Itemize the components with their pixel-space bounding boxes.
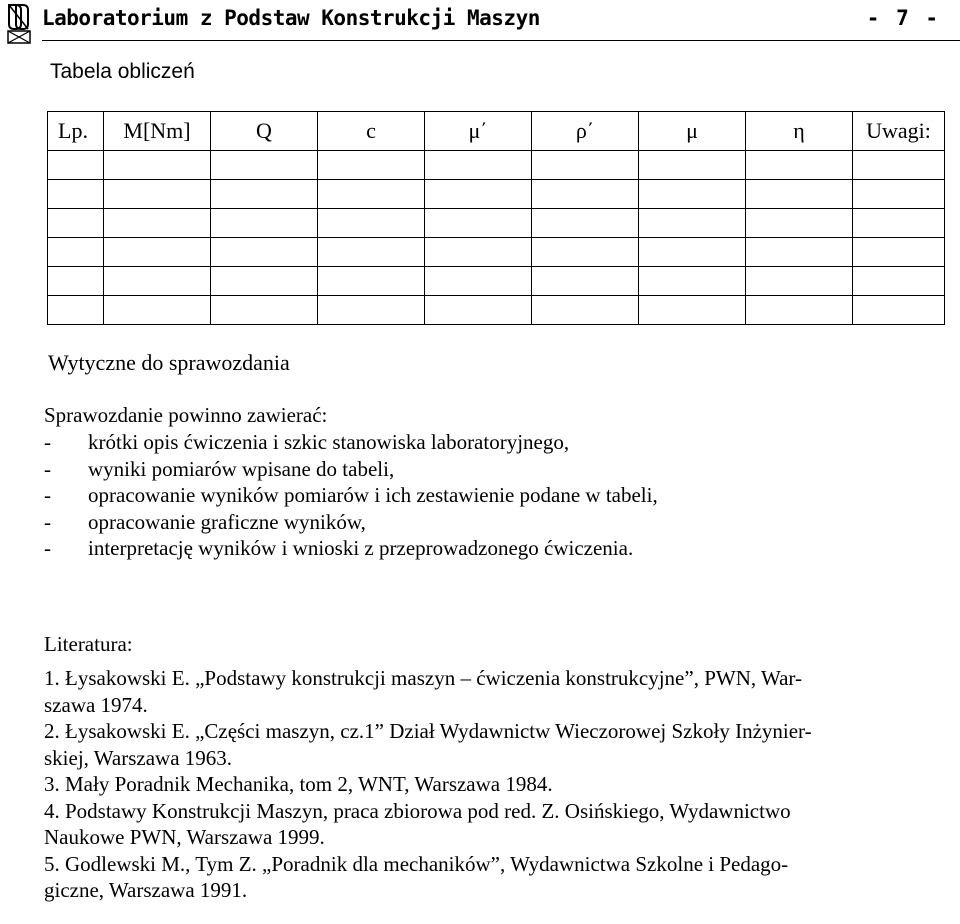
table-cell — [853, 209, 945, 238]
table-cell — [104, 267, 211, 296]
list-dash: - — [44, 456, 51, 481]
table-cell — [211, 267, 318, 296]
table-cell — [104, 209, 211, 238]
list-item — [44, 509, 944, 536]
column-header-rho-prime: ρ΄ — [532, 112, 639, 151]
table-cell — [425, 209, 532, 238]
table-row — [48, 238, 945, 267]
table-cell — [853, 238, 945, 267]
table-cell — [211, 209, 318, 238]
table-header-row — [48, 112, 945, 151]
table-row — [48, 209, 945, 238]
guidelines-list — [44, 429, 944, 562]
list-item — [44, 429, 944, 456]
table-cell — [532, 296, 639, 325]
table-cell — [48, 296, 104, 325]
table-row — [48, 180, 945, 209]
table-cell — [532, 151, 639, 180]
table-cell — [211, 296, 318, 325]
table-cell — [48, 238, 104, 267]
table-cell — [425, 296, 532, 325]
table-cell — [48, 180, 104, 209]
guidelines-intro: Sprawozdanie powinno zawierać: — [44, 403, 328, 427]
reference-line: 5. Godlewski M., Tym Z. „Poradnik dla mechaników”, Wydawnictwa Szkolne i Pedago- — [44, 851, 789, 876]
table-cell — [104, 296, 211, 325]
reference-line: 1. Łysakowski E. „Podstawy konstrukcji maszyn – ćwiczenia konstrukcyjne”, PWN, War- — [44, 666, 802, 690]
column-header-q: Q — [211, 112, 318, 151]
table-row — [48, 267, 945, 296]
reference-line: Naukowe PWN, Warszawa 1999. — [44, 825, 325, 849]
page-header — [0, 0, 960, 44]
table-cell — [318, 296, 425, 325]
table-cell — [211, 180, 318, 209]
list-item — [44, 456, 944, 483]
table-cell — [639, 267, 746, 296]
table-cell — [425, 238, 532, 267]
column-header-mu-prime: μ΄ — [425, 112, 532, 151]
header-divider — [42, 40, 960, 41]
table-cell — [532, 238, 639, 267]
table-cell — [104, 180, 211, 209]
table-cell — [425, 180, 532, 209]
table-cell — [318, 151, 425, 180]
table-cell — [48, 267, 104, 296]
table-cell — [318, 267, 425, 296]
table-cell — [48, 209, 104, 238]
list-item — [44, 535, 944, 562]
table-row — [48, 296, 945, 325]
table-cell — [746, 151, 853, 180]
table-cell — [48, 151, 104, 180]
list-dash: - — [44, 483, 51, 507]
table-cell — [532, 267, 639, 296]
list-dash: - — [44, 509, 51, 534]
column-header-moment: M[Nm] — [104, 112, 211, 151]
literature-list — [44, 665, 944, 904]
table-cell — [746, 267, 853, 296]
table-cell — [853, 151, 945, 180]
table-cell — [639, 296, 746, 325]
university-logo-icon — [6, 2, 32, 44]
table-cell — [853, 180, 945, 209]
calculation-table — [47, 111, 945, 325]
header-title: Laboratorium z Podstaw Konstrukcji Maszyn — [42, 6, 540, 30]
table-heading: Tabela obliczeń — [50, 60, 195, 83]
reference-line: 2. Łysakowski E. „Części maszyn, cz.1” Dział Wydawnictw Wieczorowej Szkoły Inżynier- — [44, 719, 812, 743]
table-cell — [104, 238, 211, 267]
table-cell — [746, 180, 853, 209]
table-row — [48, 151, 945, 180]
guidelines-heading: Wytyczne do sprawozdania — [48, 350, 290, 375]
reference-line: giczne, Warszawa 1991. — [44, 878, 248, 902]
reference-line: 4. Podstawy Konstrukcji Maszyn, praca zbiorowa pod red. Z. Osińskiego, Wydawnictwo — [44, 798, 791, 823]
literature-heading: Literatura: — [44, 632, 133, 656]
list-item-text: opracowanie wyników pomiarów i ich zestawienie podane w tabeli, — [88, 483, 658, 507]
list-item — [44, 482, 944, 509]
list-item-text: interpretację wyników i wnioski z przeprowadzonego ćwiczenia. — [88, 536, 634, 560]
table-cell — [746, 296, 853, 325]
reference-line: 3. Mały Poradnik Mechanika, tom 2, WNT, Warszawa 1984. — [44, 772, 553, 796]
table-cell — [746, 209, 853, 238]
column-header-lp: Lp. — [48, 112, 104, 151]
table-cell — [318, 209, 425, 238]
reference-line: szawa 1974. — [44, 692, 148, 717]
table-cell — [639, 180, 746, 209]
table-cell — [211, 238, 318, 267]
table-cell — [853, 296, 945, 325]
page-number: - 7 - — [866, 6, 940, 30]
table-cell — [746, 238, 853, 267]
column-header-c: c — [318, 112, 425, 151]
column-header-remarks: Uwagi: — [853, 112, 945, 151]
table-cell — [425, 267, 532, 296]
table-cell — [639, 209, 746, 238]
table-cell — [532, 180, 639, 209]
table-cell — [639, 151, 746, 180]
table-cell — [639, 238, 746, 267]
list-dash: - — [44, 536, 51, 560]
list-dash: - — [44, 430, 51, 454]
table-cell — [532, 209, 639, 238]
reference-line: skiej, Warszawa 1963. — [44, 745, 233, 770]
table-cell — [318, 238, 425, 267]
table-cell — [853, 267, 945, 296]
table-cell — [425, 151, 532, 180]
table-cell — [318, 180, 425, 209]
list-item-text: krótki opis ćwiczenia i szkic stanowiska laboratoryjnego, — [88, 430, 570, 454]
table-cell — [211, 151, 318, 180]
column-header-eta: η — [746, 112, 853, 151]
list-item-text: wyniki pomiarów wpisane do tabeli, — [88, 456, 395, 481]
column-header-mu: μ — [639, 112, 746, 151]
table-cell — [104, 151, 211, 180]
list-item-text: opracowanie graficzne wyników, — [88, 509, 366, 534]
